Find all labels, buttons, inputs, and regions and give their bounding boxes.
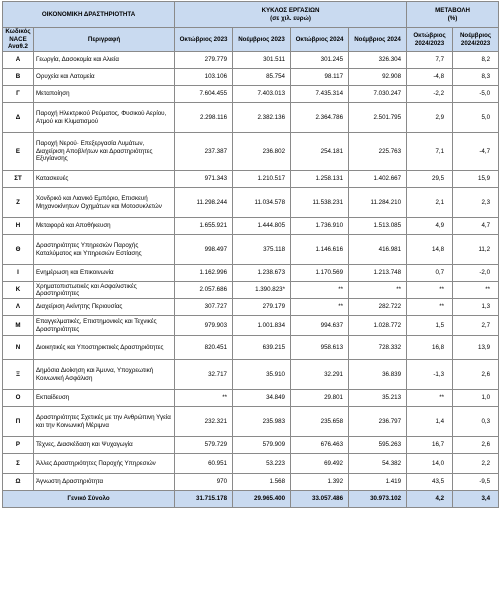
- nace-code: Ζ: [3, 188, 34, 218]
- turnover-value: 235.658: [291, 407, 349, 437]
- change-value: -4,7: [453, 133, 499, 171]
- total-value: 29.965.400: [233, 491, 291, 508]
- change-period-header: Νοέμβριος 2024/2023: [453, 28, 499, 52]
- table-row: [3, 218, 499, 235]
- change-value: 14,0: [407, 454, 453, 474]
- change-value: 0,3: [453, 407, 499, 437]
- nace-code: Ρ: [3, 437, 34, 454]
- turnover-value: 971.343: [175, 171, 233, 188]
- change-period-header: Οκτώβριος 2024/2023: [407, 28, 453, 52]
- turnover-value: 301.511: [233, 52, 291, 69]
- table-row: [3, 103, 499, 133]
- nace-code: ΣΤ: [3, 171, 34, 188]
- change-value: 1,5: [407, 316, 453, 336]
- turnover-value: 1.213.748: [349, 265, 407, 282]
- turnover-value: 279.779: [175, 52, 233, 69]
- turnover-value: 1.210.517: [233, 171, 291, 188]
- change-value: -2,0: [453, 265, 499, 282]
- table-row: [3, 86, 499, 103]
- activity-description: Τέχνες, Διασκέδαση και Ψυχαγωγία: [34, 437, 175, 454]
- turnover-value: 970: [175, 474, 233, 491]
- turnover-value: 232.321: [175, 407, 233, 437]
- turnover-header-unit: (σε χιλ. ευρώ): [270, 14, 311, 22]
- turnover-value: 98.117: [291, 69, 349, 86]
- activity-description: Μεταποίηση: [34, 86, 175, 103]
- change-value: 2,2: [453, 454, 499, 474]
- turnover-value: 1.513.085: [349, 218, 407, 235]
- turnover-value: 1.655.921: [175, 218, 233, 235]
- table-row: [3, 454, 499, 474]
- turnover-value: 36.839: [349, 360, 407, 390]
- table-row: [3, 316, 499, 336]
- turnover-value: 282.722: [349, 299, 407, 316]
- table-row: [3, 474, 499, 491]
- change-value: 29,5: [407, 171, 453, 188]
- nace-code: Ε: [3, 133, 34, 171]
- table-row: [3, 133, 499, 171]
- change-value: -4,8: [407, 69, 453, 86]
- change-header-unit: (%): [447, 14, 458, 22]
- change-value: 7,7: [407, 52, 453, 69]
- period-header: Οκτώβριος 2023: [175, 28, 233, 52]
- activity-description: Γεωργία, Δασοκομία και Αλιεία: [34, 52, 175, 69]
- turnover-value: 85.754: [233, 69, 291, 86]
- turnover-value: 2.364.786: [291, 103, 349, 133]
- turnover-value: 32.291: [291, 360, 349, 390]
- turnover-value: **: [175, 390, 233, 407]
- activity-description: Ενημέρωση και Επικοινωνία: [34, 265, 175, 282]
- turnover-value: 676.463: [291, 437, 349, 454]
- description-header: Περιγραφή: [34, 28, 175, 52]
- turnover-value: 326.304: [349, 52, 407, 69]
- turnover-value: 236.802: [233, 133, 291, 171]
- turnover-value: 1.568: [233, 474, 291, 491]
- activity-header: ΟΙΚΟΝΟΜΙΚΗ ΔΡΑΣΤΗΡΙΟΤΗΤΑ: [3, 2, 175, 28]
- turnover-value: **: [291, 299, 349, 316]
- turnover-value: 1.444.805: [233, 218, 291, 235]
- change-value: **: [407, 299, 453, 316]
- nace-code: Μ: [3, 316, 34, 336]
- turnover-value: 1.146.616: [291, 235, 349, 265]
- total-value: 33.057.486: [291, 491, 349, 508]
- turnover-value: 237.387: [175, 133, 233, 171]
- table-row: [3, 336, 499, 360]
- activity-description: Δημόσια Διοίκηση και Άμυνα, Υποχρεωτική Κοινωνική Ασφάλιση: [34, 360, 175, 390]
- change-header: [407, 2, 499, 28]
- turnover-value: 32.717: [175, 360, 233, 390]
- change-value: 4,7: [453, 218, 499, 235]
- table-row: [3, 390, 499, 407]
- change-value: **: [407, 390, 453, 407]
- table-row: [3, 282, 499, 299]
- turnover-value: 958.613: [291, 336, 349, 360]
- turnover-value: 7.403.013: [233, 86, 291, 103]
- total-value: 30.973.102: [349, 491, 407, 508]
- change-value: 2,9: [407, 103, 453, 133]
- table-row: [3, 407, 499, 437]
- change-value: -5,0: [453, 86, 499, 103]
- total-label: Γενικό Σύνολο: [3, 491, 175, 508]
- turnover-value: **: [291, 282, 349, 299]
- nace-code: Κ: [3, 282, 34, 299]
- turnover-value: 92.908: [349, 69, 407, 86]
- change-value: -9,5: [453, 474, 499, 491]
- turnover-value: 7.604.455: [175, 86, 233, 103]
- turnover-value: 11.034.578: [233, 188, 291, 218]
- turnover-value: 1.736.910: [291, 218, 349, 235]
- nace-code: Ι: [3, 265, 34, 282]
- activity-description: Εκπαίδευση: [34, 390, 175, 407]
- table-row: [3, 235, 499, 265]
- activity-description: Δραστηριότητες Υπηρεσιών Παροχής Καταλύματος και Υπηρεσιών Εστίασης: [34, 235, 175, 265]
- change-value: **: [453, 282, 499, 299]
- turnover-value: 579.729: [175, 437, 233, 454]
- turnover-value: 34.849: [233, 390, 291, 407]
- change-value: 7,1: [407, 133, 453, 171]
- turnover-value: 60.951: [175, 454, 233, 474]
- nace-code: Π: [3, 407, 34, 437]
- total-row: [3, 491, 499, 508]
- table-row: [3, 360, 499, 390]
- change-value: 13,9: [453, 336, 499, 360]
- turnover-value: 11.284.210: [349, 188, 407, 218]
- nace-code: Ν: [3, 336, 34, 360]
- change-value: **: [407, 282, 453, 299]
- table-row: [3, 69, 499, 86]
- turnover-value: 998.497: [175, 235, 233, 265]
- turnover-value: 2.298.116: [175, 103, 233, 133]
- turnover-value: 994.637: [291, 316, 349, 336]
- total-value: 31.715.178: [175, 491, 233, 508]
- activity-description: Δραστηριότητες Σχετικές με την Ανθρώπινη Υγεία και την Κοινωνική Μέριμνα: [34, 407, 175, 437]
- turnover-value: 35.213: [349, 390, 407, 407]
- turnover-value: 29.801: [291, 390, 349, 407]
- change-value: 16,8: [407, 336, 453, 360]
- change-value: 1,4: [407, 407, 453, 437]
- table-row: [3, 52, 499, 69]
- change-value: 2,1: [407, 188, 453, 218]
- change-value: 4,9: [407, 218, 453, 235]
- turnover-value: 236.797: [349, 407, 407, 437]
- change-header-title: ΜΕΤΑΒΟΛΗ: [435, 7, 470, 15]
- turnover-header: [175, 2, 407, 28]
- table-row: [3, 437, 499, 454]
- change-value: 0,7: [407, 265, 453, 282]
- change-value: 15,9: [453, 171, 499, 188]
- nace-code: Α: [3, 52, 34, 69]
- change-value: -2,2: [407, 86, 453, 103]
- turnover-value: 11.538.231: [291, 188, 349, 218]
- turnover-value: 7.030.247: [349, 86, 407, 103]
- activity-description: Ορυχεία και Λατομεία: [34, 69, 175, 86]
- turnover-value: 728.332: [349, 336, 407, 360]
- turnover-value: 1.402.667: [349, 171, 407, 188]
- turnover-value: 1.390.823*: [233, 282, 291, 299]
- activity-description: Άλλες Δραστηριότητες Παροχής Υπηρεσιών: [34, 454, 175, 474]
- turnover-value: 11.298.244: [175, 188, 233, 218]
- turnover-value: 1.392: [291, 474, 349, 491]
- total-change: 3,4: [453, 491, 499, 508]
- turnover-value: 1.028.772: [349, 316, 407, 336]
- turnover-value: 1.162.996: [175, 265, 233, 282]
- change-value: 8,3: [453, 69, 499, 86]
- turnover-value: 639.215: [233, 336, 291, 360]
- period-header: Νοέμβριος 2024: [349, 28, 407, 52]
- change-value: 1,0: [453, 390, 499, 407]
- turnover-value: 307.727: [175, 299, 233, 316]
- turnover-value: 579.909: [233, 437, 291, 454]
- turnover-value: 1.001.834: [233, 316, 291, 336]
- activity-description: Άγνωστη Δραστηριότητα: [34, 474, 175, 491]
- change-value: 2,6: [453, 360, 499, 390]
- activity-description: Διαχείριση Ακίνητης Περιουσίας: [34, 299, 175, 316]
- change-value: 1,3: [453, 299, 499, 316]
- turnover-value: 103.106: [175, 69, 233, 86]
- turnover-value: 279.179: [233, 299, 291, 316]
- period-header: Οκτώβριος 2024: [291, 28, 349, 52]
- turnover-table: [2, 1, 499, 508]
- turnover-value: 820.451: [175, 336, 233, 360]
- activity-description: Μεταφορά και Αποθήκευση: [34, 218, 175, 235]
- table-row: [3, 265, 499, 282]
- change-value: 2,7: [453, 316, 499, 336]
- change-value: -1,3: [407, 360, 453, 390]
- change-value: 5,0: [453, 103, 499, 133]
- period-header: Νοέμβριος 2023: [233, 28, 291, 52]
- activity-description: Κατασκευές: [34, 171, 175, 188]
- turnover-value: 416.981: [349, 235, 407, 265]
- turnover-value: 69.492: [291, 454, 349, 474]
- nace-code: Σ: [3, 454, 34, 474]
- turnover-value: 54.382: [349, 454, 407, 474]
- total-change: 4,2: [407, 491, 453, 508]
- activity-description: Διοικητικές και Υποστηρικτικές Δραστηριότητες: [34, 336, 175, 360]
- nace-code: Δ: [3, 103, 34, 133]
- table-row: [3, 171, 499, 188]
- code-header: Κωδικός NACE Αναθ.2: [3, 28, 34, 52]
- change-value: 14,8: [407, 235, 453, 265]
- table-row: [3, 188, 499, 218]
- turnover-value: 235.983: [233, 407, 291, 437]
- nace-code: Ο: [3, 390, 34, 407]
- nace-code: Λ: [3, 299, 34, 316]
- nace-code: Γ: [3, 86, 34, 103]
- turnover-value: 254.181: [291, 133, 349, 171]
- nace-code: Θ: [3, 235, 34, 265]
- turnover-value: 2.057.686: [175, 282, 233, 299]
- table-row: [3, 299, 499, 316]
- change-value: 8,2: [453, 52, 499, 69]
- turnover-value: 301.245: [291, 52, 349, 69]
- activity-description: Παροχή Ηλεκτρικού Ρεύματος, Φυσικού Αερίου, Ατμού και Κλιματισμού: [34, 103, 175, 133]
- turnover-header-title: ΚΥΚΛΟΣ ΕΡΓΑΣΙΩΝ: [261, 7, 320, 15]
- turnover-value: 7.435.314: [291, 86, 349, 103]
- activity-description: Χονδρικό και Λιανικό Εμπόριο, Επισκευή Μηχανοκίνητων Οχημάτων και Μοτοσυκλετών: [34, 188, 175, 218]
- turnover-value: 979.903: [175, 316, 233, 336]
- turnover-value: 595.263: [349, 437, 407, 454]
- turnover-value: 35.910: [233, 360, 291, 390]
- turnover-value: 1.238.673: [233, 265, 291, 282]
- nace-code: Β: [3, 69, 34, 86]
- change-value: 2,3: [453, 188, 499, 218]
- turnover-value: 1.258.131: [291, 171, 349, 188]
- turnover-value: 53.223: [233, 454, 291, 474]
- activity-description: Παροχή Νερού· Επεξεργασία Λυμάτων, Διαχείριση Αποβλήτων και Δραστηριότητες Εξυγίανσης: [34, 133, 175, 171]
- activity-description: Επαγγελματικές, Επιστημονικές και Τεχνικές Δραστηριότητες: [34, 316, 175, 336]
- change-value: 16,7: [407, 437, 453, 454]
- nace-code: Ξ: [3, 360, 34, 390]
- turnover-value: 1.419: [349, 474, 407, 491]
- change-value: 43,5: [407, 474, 453, 491]
- turnover-value: 2.382.136: [233, 103, 291, 133]
- nace-code: Ω: [3, 474, 34, 491]
- turnover-value: 225.763: [349, 133, 407, 171]
- change-value: 2,6: [453, 437, 499, 454]
- turnover-value: 2.501.795: [349, 103, 407, 133]
- activity-description: Χρηματοπιστωτικές και Ασφαλιστικές Δραστηριότητες: [34, 282, 175, 299]
- turnover-value: **: [349, 282, 407, 299]
- change-value: 11,2: [453, 235, 499, 265]
- turnover-value: 1.170.569: [291, 265, 349, 282]
- turnover-value: 375.118: [233, 235, 291, 265]
- nace-code: Η: [3, 218, 34, 235]
